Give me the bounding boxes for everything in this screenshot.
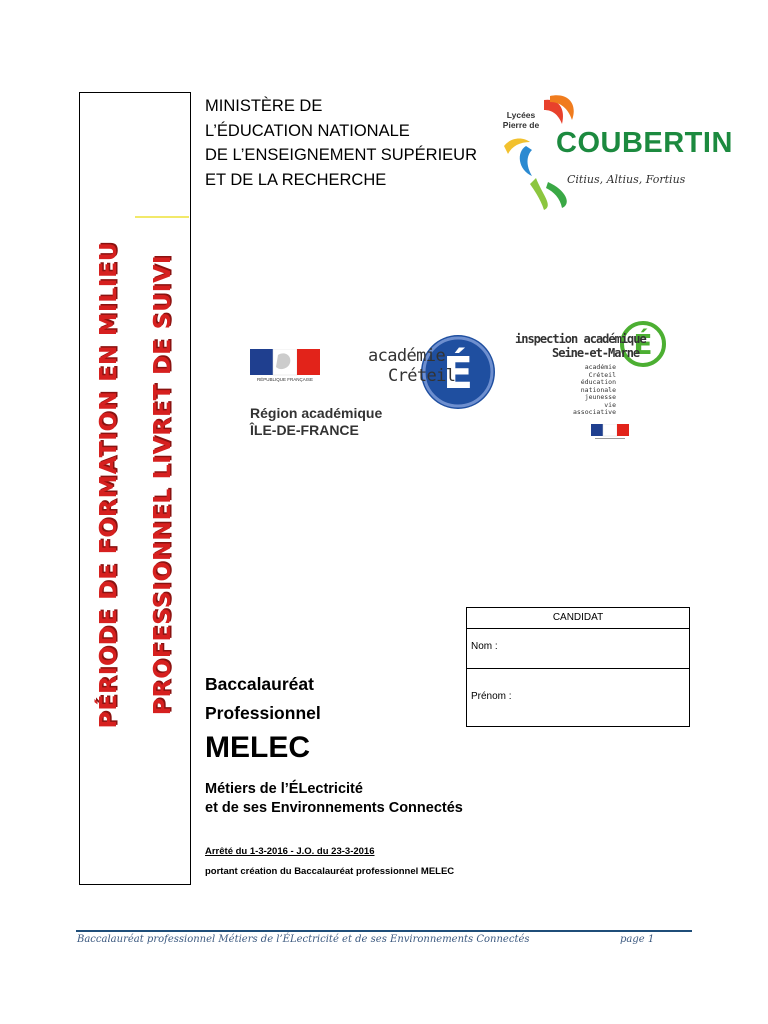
ministry-line-1: MINISTÈRE DE [205, 97, 323, 115]
side-title-box [79, 92, 191, 885]
inspection-line-2: Seine-et-Marne [552, 346, 640, 360]
creteil-label: Créteil [388, 366, 456, 386]
side-title-line-1: PÉRIODE DE FORMATION EN MILIEU [94, 241, 122, 729]
prenom-label: Prénom : [471, 691, 512, 702]
svg-text:É: É [442, 348, 474, 399]
footer-divider [76, 930, 692, 932]
metiers-subtitle: Métiers de l’ÉLectricité et de ses Environnements Connectés [205, 781, 463, 816]
side-title-line-2: PROFESSIONNEL LIVRET DE SUIVI [148, 254, 176, 716]
coubertin-logo [496, 94, 733, 210]
prenom-field[interactable] [467, 669, 689, 726]
page-number: page 1 [620, 934, 655, 945]
academie-label: académie [368, 346, 446, 366]
nom-field[interactable] [467, 628, 689, 669]
svg-text:É: É [633, 328, 653, 361]
coubertin-lycees-text: Lycées Pierre de [502, 110, 540, 130]
republique-caption: RÉPUBLIQUE FRANÇAISE [256, 377, 313, 382]
inspection-academique-logo [512, 320, 667, 448]
inspection-small-text: académie Créteil éducation nationale jeunesse vie associative [572, 363, 616, 416]
footer-text: Baccalauréat professionnel Métiers de l’ÉLectricité et de ses Environnements Connectés [77, 934, 530, 945]
ministry-line-2: L’ÉDUCATION NATIONALE [205, 121, 410, 140]
ministry-line-3: DE L’ENSEIGNEMENT SUPÉRIEUR [205, 146, 478, 164]
ministry-line-4: ET DE LA RECHERCHE [205, 170, 387, 189]
yellow-accent-line [135, 216, 189, 218]
ministry-heading [205, 94, 477, 192]
melec-title: MELEC [205, 731, 310, 764]
coubertin-motto: Citius, Altius, Fortius [567, 173, 686, 186]
inspection-line-1: inspection académique [515, 332, 646, 346]
region-academique-label: Région académique ÎLE-DE-FRANCE [250, 405, 383, 438]
candidate-box [466, 607, 690, 727]
bac-pro-title: Baccalauréat Professionnel [205, 674, 321, 723]
mini-french-flag-icon [591, 424, 629, 442]
arrete-reference: Arrêté du 1-3-2016 - J.O. du 23-3-2016 [205, 846, 375, 857]
republique-francaise-logo [250, 349, 320, 383]
nom-label: Nom : [471, 641, 498, 652]
coubertin-name: COUBERTIN [556, 127, 733, 159]
french-flag-icon [250, 349, 320, 377]
candidate-header: CANDIDAT [467, 608, 689, 629]
academie-creteil-logo [362, 324, 500, 410]
portant-creation-text: portant création du Baccalauréat professionnel MELEC [205, 866, 455, 877]
